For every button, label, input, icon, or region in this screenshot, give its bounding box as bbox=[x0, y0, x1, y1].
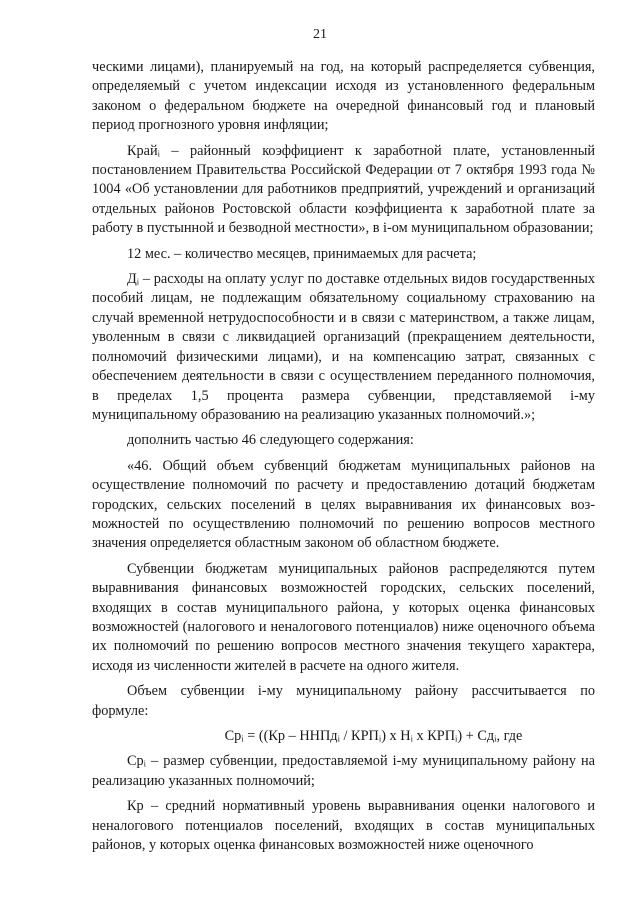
paragraph-kr-definition: Кр – средний нормативный уровень выравнивания оценки налогового и неналогового потенциалов поселений, входящих в состав муниципальных районов, у которых оценка финансовых возможностей ниже оценочного bbox=[92, 798, 595, 854]
page-number: 21 bbox=[313, 27, 327, 42]
paragraph-kray: Крайᵢ – районный коэффициент к заработной плате, установленный постановлением Правительства Российской Федерации от 7 октября 1993 года № 1004 «Об установлении для работников предприятий, учреждений и организаций отдельных районов Ростовской области коэффициента к заработной плате за работу в пустынной и безводной местности», в i-ом муниципальном образовании; bbox=[92, 142, 595, 237]
paragraph-part-46: «46. Общий объем субвенций бюджетам муниципальных районов на осуществление полномочий по расчету и предоставлению дотаций бюджетам городских, сельских поселений в целях выравнивания их финансовых возможностей по осуществлению полномочий по решению вопросов местного значения определяется областным законом об областном бюджете. bbox=[92, 457, 595, 552]
paragraph-formula-intro: Объем субвенции i-му муниципальному району рассчитывается по формуле: bbox=[92, 683, 595, 719]
formula-text: Срᵢ = ((Кр – ННПдᵢ / КРПᵢ) х Нᵢ х КРПᵢ) + Сдᵢ, где bbox=[224, 728, 523, 744]
paragraph-continuation: ческими лицами), планируемый на год, на который распределяется субвенция, определяемый с учетом индексации исходя из установленного федеральным законом о федеральном бюджете на очередной финансовый год и плановый период прогнозного уровня инфляции; bbox=[92, 59, 595, 134]
paragraph-subventions-distribution: Субвенции бюджетам муниципальных районов распределяются путем выравнивания финансовых возможностей городских, сельских поселений, входящих в состав муниципального района, у которых оценка финансовых возможностей (налогового и неналогового потенциалов) ниже оценочного объема их полномочий по решению вопросов местного значения текущего характера, исходя из численности жителей в расчете на одного жителя. bbox=[92, 560, 595, 674]
paragraph-amend-part-46: дополнить частью 46 следующего содержания: bbox=[127, 432, 414, 449]
paragraph-sr-definition: Срᵢ – размер субвенции, предоставляемой i-му муниципальному району на реализацию указанных полномочий; bbox=[92, 753, 595, 789]
formula bbox=[92, 727, 595, 746]
paragraph-delivery-costs: Дᵢ – расходы на оплату услуг по доставке отдельных видов государственных пособий лицам, не подлежащим обязательному социальному страхованию на случай временной нетрудоспособности и в связи с материнством, а также лицам, уволенным в связи с ликвидацией организаций (прекращением деятельности, полномочий физическими лицами), и на компенсацию затрат, связанных с обеспечением деятельности в связи с осуществлением переданного полномочия, в пределах 1,5 процента размера субвенции, представляемой i-му муниципальному образованию на реализацию указанных полномочий.»; bbox=[92, 271, 595, 423]
paragraph-months: 12 мес. – количество месяцев, принимаемых для расчета; bbox=[127, 245, 477, 262]
document-body bbox=[92, 58, 595, 861]
